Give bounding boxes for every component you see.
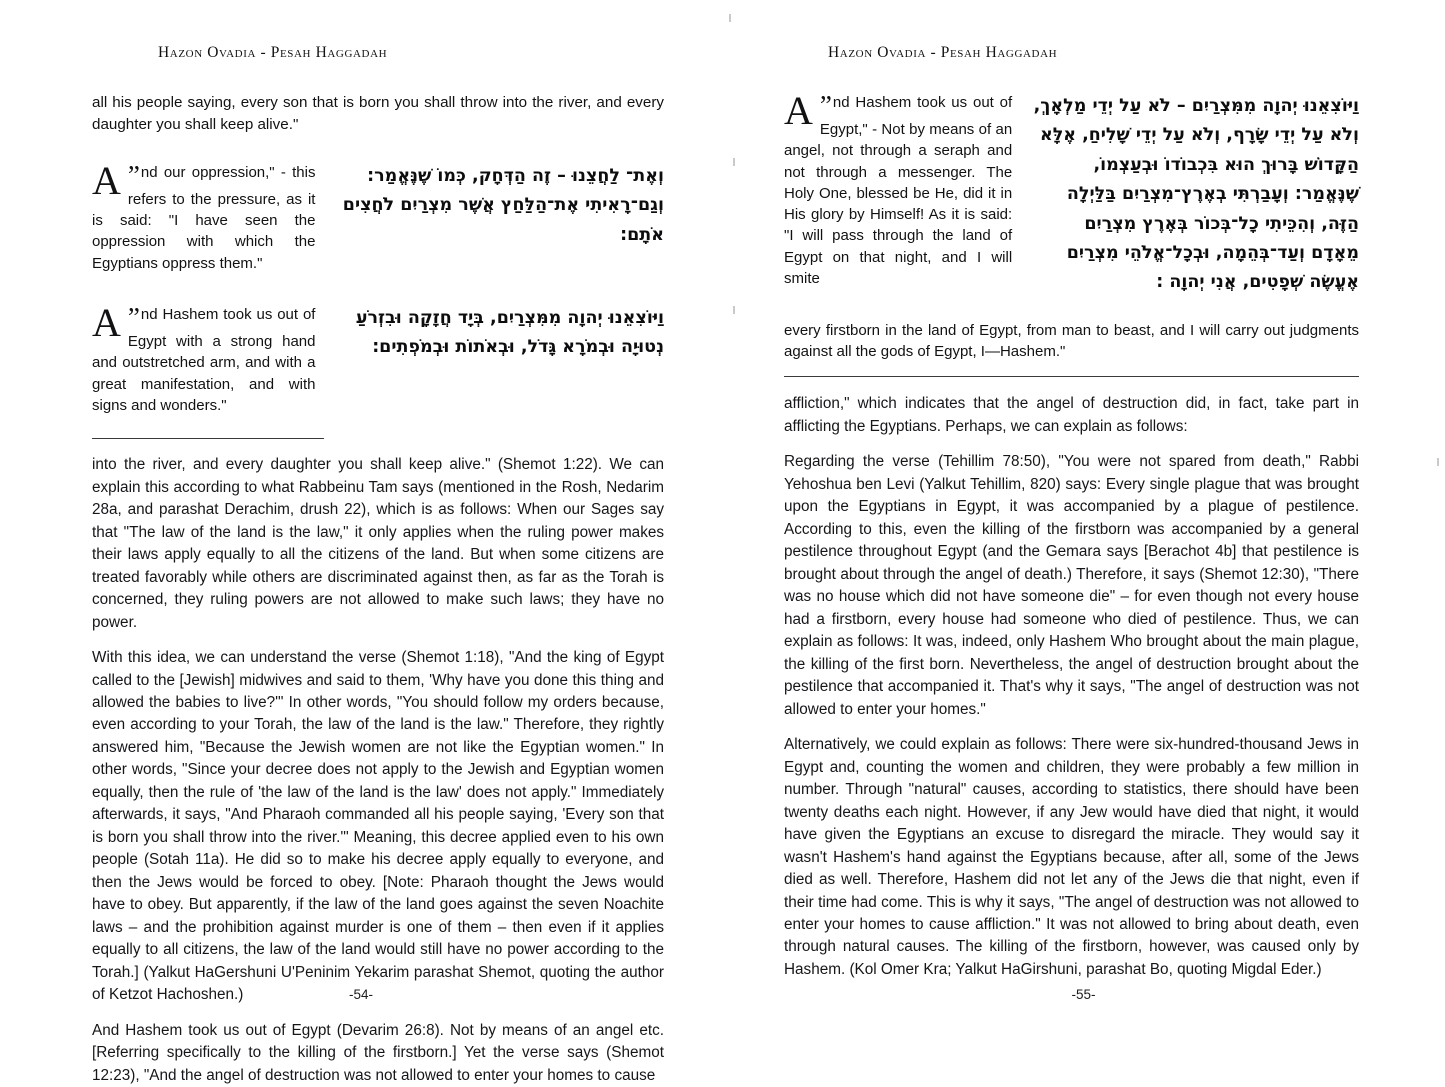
haggadah-block-right	[784, 88, 1359, 298]
page-right	[722, 0, 1445, 1026]
dropcap-2: A	[92, 299, 121, 345]
right-commentary-2: Regarding the verse (Tehillim 78:50), "You were not spared from death," Rabbi Yehoshua ben Levi (Yalkut Tehillim, 820) says: Every single plague that was brought upon the Egyptians in Egypt, it was accompanied by a plague of pestilence. According to this, even the killing of the firstborn was accompanied by a general pestilence throughout Egypt (and the Gemara says [Berachot 4b] that pestilence is brought about through the angel of death.) Therefore, it says (Shemot 12:30), "There was no house which did not have someone die" – for even though not every house had a firstborn, every house had someone who died of pestilence. Thus, we can explain as follows: It was, indeed, only Hashem Who brought about the main plague, the killing of the first born. Nevertheless, the angel of destruction brought about the pestilence that accompanied it. That's why it says, "The angel of destruction was not allowed to enter your homes."	[784, 453, 1359, 718]
hag-2-head: nd Hashem took us out of Egypt	[127, 305, 316, 350]
hag-2-body: with a strong hand and outstretched arm, and with a great manifestation, and with signs and wonders."	[92, 332, 316, 414]
running-head-left: Hazon Ovadia - Pesah Haggadah	[158, 44, 388, 61]
haggadah-block-1	[92, 157, 664, 274]
gutter-mark-upper	[733, 158, 735, 166]
haggadah-block-2	[92, 299, 664, 416]
left-commentary-3: And Hashem took us out of Egypt (Devarim 26:8). Not by means of an angel etc. [Referring specifically to the killing of the firstborn.] Yet the verse says (Shemot 12:23), "And the angel of destruction was not allowed to enter your homes to cause	[92, 1021, 664, 1084]
open-quote-mark-2: ”	[127, 301, 140, 332]
section-divider-right	[784, 376, 1359, 377]
left-commentary-1: into the river, and every daughter you shall keep alive." (Shemot 1:22). We can explain this according to what Rabbeinu Tam says (mentioned in the Rosh, Nedarim 28a, and parashat Derachim, drush 22), which is as follows: When our Sages say that "The law of the land is the law," it only applies when the ruling power makes their laws apply equally to all the citizens of the land. But when some citizens are treated favorably while others are discriminated against then, as far as the Torah is concerned, they ruling powers are not allowed to make such laws; they have no power.	[92, 456, 664, 631]
dropcap-1: A	[92, 157, 121, 203]
section-divider-left	[92, 438, 324, 439]
left-commentary-2: With this idea, we can understand the verse (Shemot 1:18), "And the king of Egypt called to the [Jewish] midwives and said to them, 'Why have you done this thing and allowed the babies to live?'" In other words, "You should follow my orders because, even according to your Torah, the law of the land is the law." Therefore, they rightly answered him, "Because the Jewish women are not like the Egyptian women." In other words, "Since your decree does not apply to the Jewish and Egyptian women equally, then the rule of 'the law of the land is the law' does not apply." Immediately afterwards, it says, "And Pharaoh commanded all his people saying, 'Every son that is born you shall throw into the river.'" Meaning, this decree applied even to his own people (Sotah 11a). He did so to make his decree apply equally to everyone, and then the Jews would be forced to obey. [Note: Pharaoh thought the Jews would have to obey. But apparently, if the law of the land goes against the seven Noachite laws – and the prohibition against murder is one of them – then even if it applies equally to all citizens, the law of the land would still have no power according to the Torah.] (Yalkut HaGershuni U'Peninim Yekarim parashat Shemot, quoting the author of Ketzot Hachoshen.)	[92, 649, 664, 1004]
hag-2-hebrew: וַיּוֹצִאֵנוּ יְהוָה מִמִּצְרַיִם, בְּיָד חֲזָקָה וּבִזְרֹעַ נְטוּיָה וּבְמֹרָא גָּדֹל, וּבְאֹתוֹת וּבְמֹפְתִים:	[355, 307, 664, 358]
hag-right-body: Not by means of an angel, not through a seraph and not through a messenger. The Holy One, blessed be He, did it in His glory by Himself! As it is said: "I will pass through the land of Egypt on that night, and I will smite	[784, 121, 1013, 288]
hag-right-hebrew: וַיּוֹצִאֵנוּ יְהוָה מִמִּצְרַיִם – לֹא עַל יְדֵי מַלְאָךְ, וְלֹא עַל יְדֵי שָׂרָף, וְלֹא עַל יְדֵי שָׁלִיחַ, אֶלָּא הַקָּדוֹשׁ בָּרוּךְ הוּא בִּכְבוֹדוֹ וּבְעַצְמוֹ, שֶׁנֶּאֱמַר: וְעָבַרְתִּי בְאֶרֶץ־מִצְרַיִם בַּלַּיְלָה הַזֶּה, וְהִכֵּיתִי כָל־בְּכוֹר בְּאֶרֶץ מִצְרַיִם מֵאָדָם וְעַד־בְּהֵמָה, וּבְכָל־אֱלֹהֵי מִצְרַיִם אֶעֱשֶׂה שְׁפָטִים, אֲנִי יְהוָה :	[1033, 96, 1359, 293]
gutter-mark-top	[729, 14, 731, 22]
gutter-mark-mid	[733, 306, 735, 314]
page-left	[0, 0, 722, 1084]
hag-right-tail: every firstborn in the land of Egypt, from man to beast, and I will carry out judgments against all the gods of Egypt, I—Hashem."	[784, 321, 1359, 361]
open-quote-mark-right: ”	[819, 90, 832, 120]
dropcap-right: A	[784, 88, 813, 133]
right-commentary-3: Alternatively, we could explain as follows: There were six-hundred-thousand Jews in Egypt and, counting the women and children, they were probably a few million in number. Through "natural" causes, according to statistics, there should have been twenty deaths each night. However, if any Jew would have died that night, it would have given the Egyptians an excuse to disregard the miracle. They would say it wasn't Hashem's hand against the Egyptians because, after all, some of the Jews died as well. Therefore, Hashem did not let any of the Jews die that night, even if their time had come. This is why it says, "The angel of destruction was not allowed to enter your homes to cause affliction." It was not allowed to bring about death, even through natural causes. The killing of the firstborn, however, was caused only by Hashem. (Kol Omer Kra; Yalkut HaGirshuni, parashat Bo, quoting Migdal Eder.)	[784, 736, 1359, 978]
hag-1-hebrew: וְאֶת־ לַחֲצֵנוּ – זֶה הַדְּחָק, כְּמוֹ שֶׁנֶּאֱמַר: וְגַם־רָאִיתִי אֶת־הַלַּחַץ אֲשֶׁר מִצְרַיִם לֹחֲצִים אֹתָם:	[342, 165, 664, 245]
right-commentary-1: affliction," which indicates that the angel of destruction did, in fact, take part in afflicting the Egyptians. Perhaps, we can explain as follows:	[784, 395, 1359, 435]
running-head-right: Hazon Ovadia - Pesah Haggadah	[828, 44, 1058, 61]
gutter-mark-lower	[1437, 458, 1439, 466]
hag-right-head: nd Hashem took us out of Egypt," -	[819, 94, 1013, 138]
hag-1-body: this refers to the pressure, as it is said: "I have seen the oppression with which the Egyptians oppress them."	[92, 163, 316, 272]
folio-left: -54-	[348, 987, 373, 1002]
hag-1-head: nd our oppression," -	[140, 163, 286, 181]
folio-right: -55-	[1071, 987, 1096, 1002]
open-quote-mark-1: ”	[127, 159, 140, 190]
left-opening-paragraph: all his people saying, every son that is born you shall throw into the river, and every daughter you shall keep alive."	[92, 94, 664, 133]
